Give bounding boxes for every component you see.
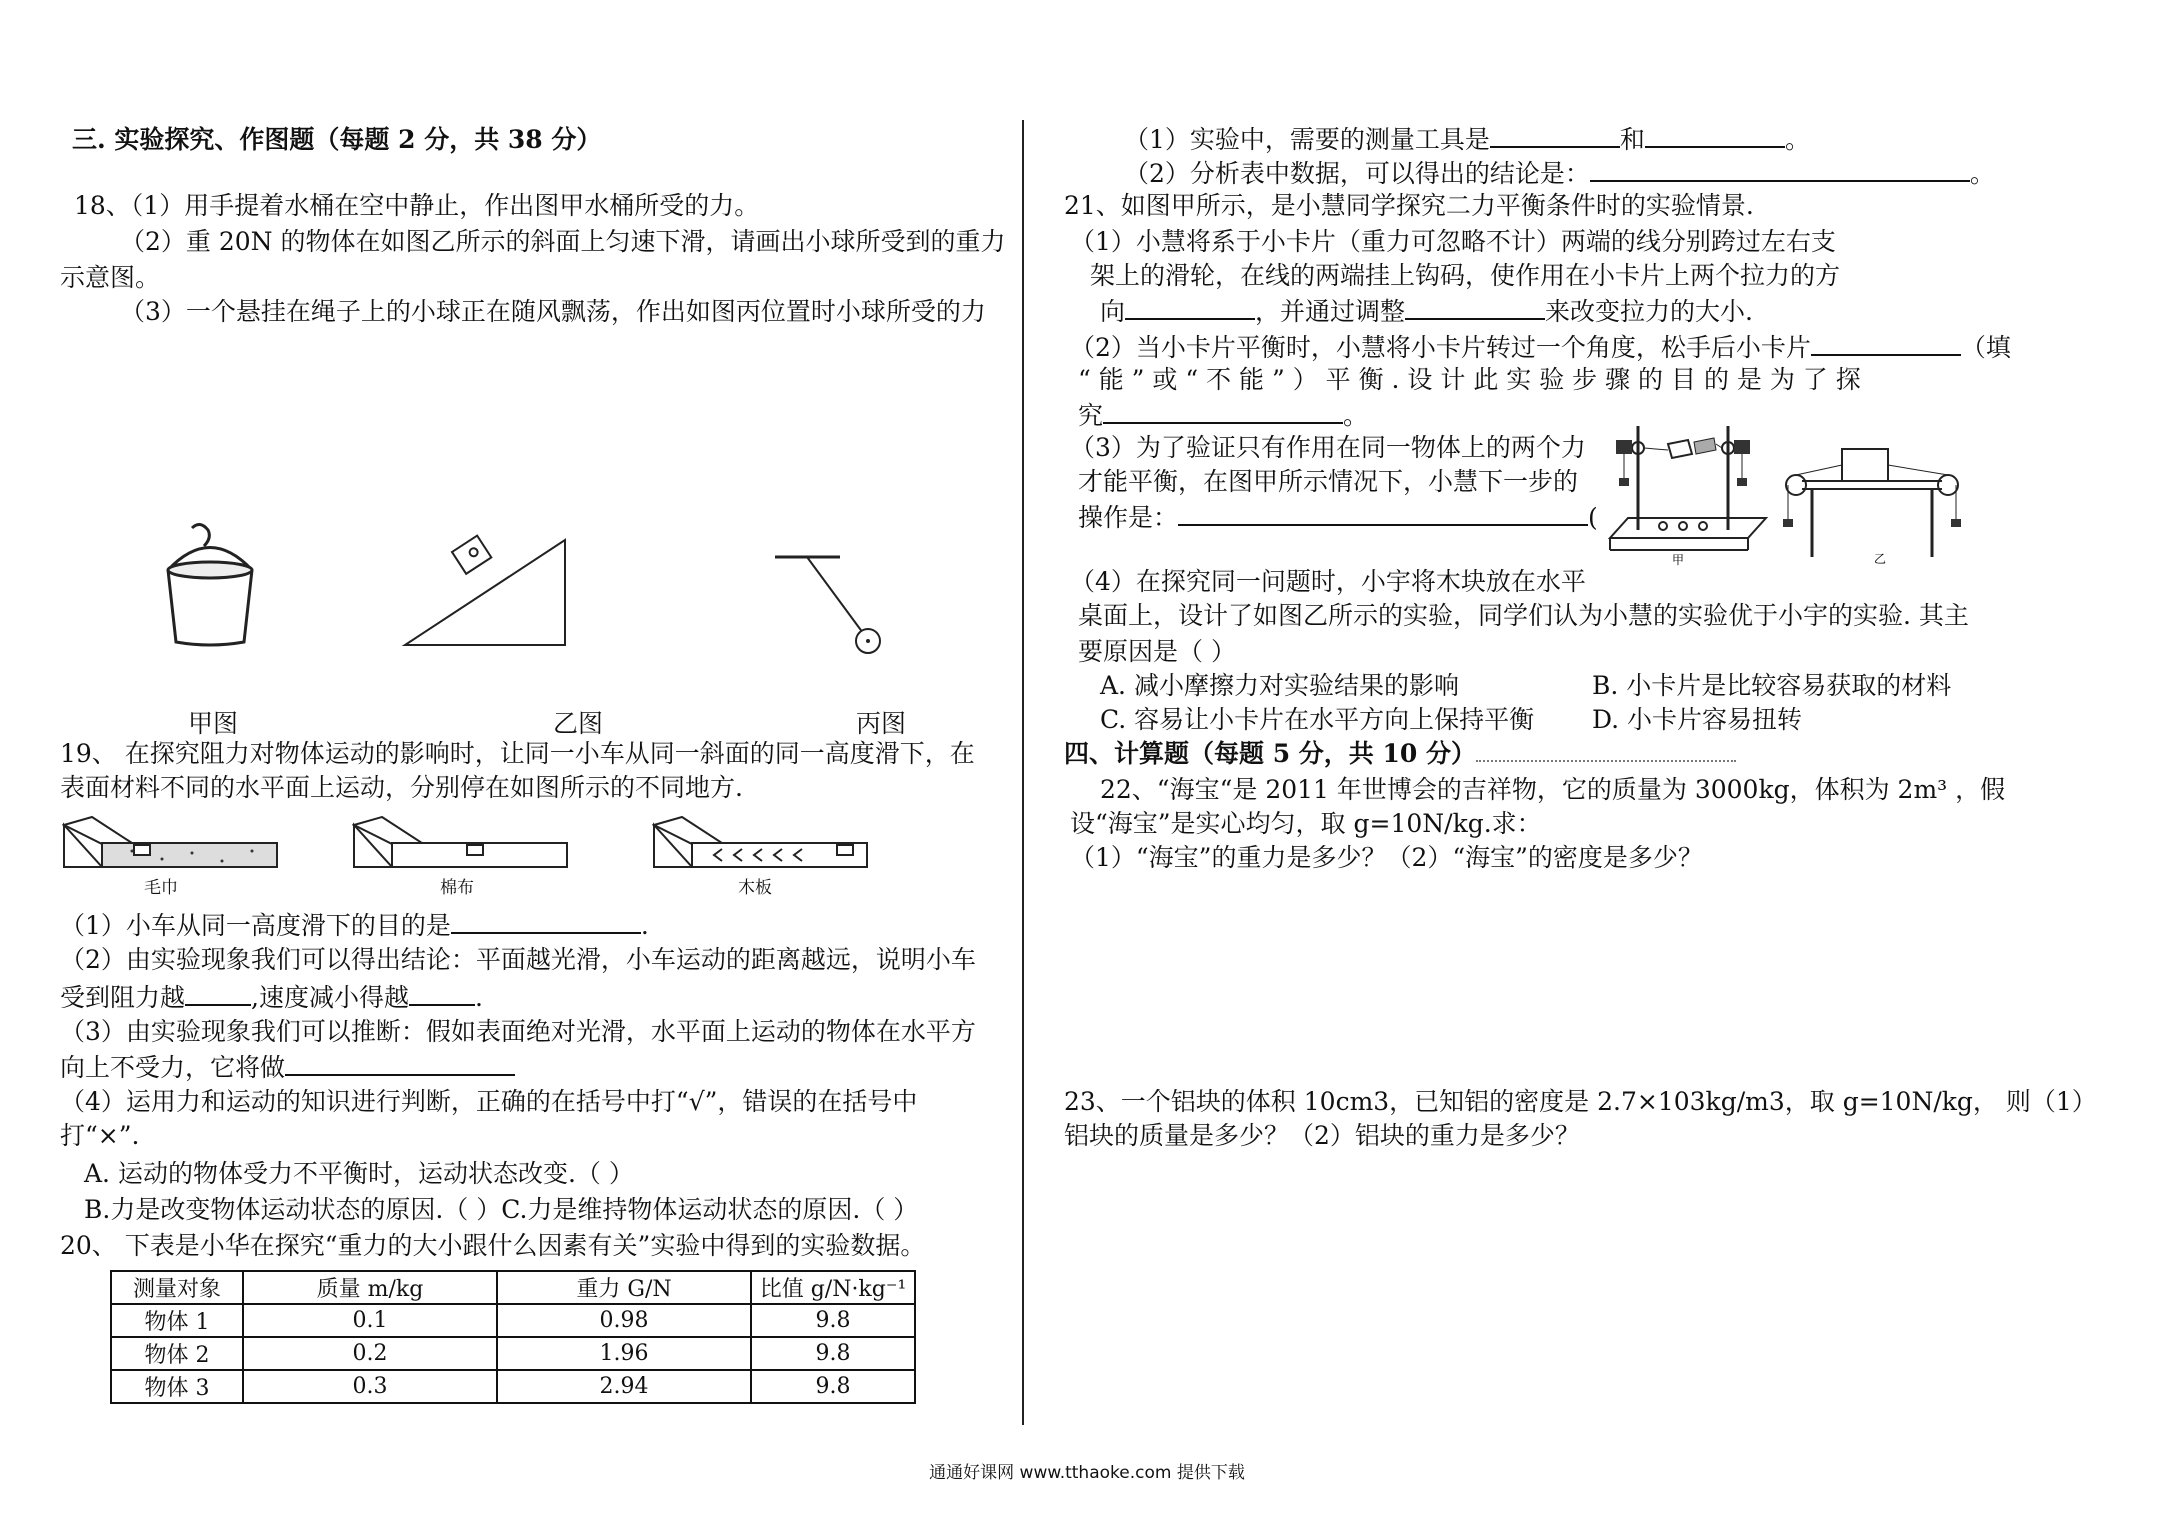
blank-tool-1[interactable] xyxy=(1490,122,1620,148)
table-cell: 0.1 xyxy=(243,1304,497,1337)
table-cell: 0.3 xyxy=(243,1370,497,1403)
label-towel: 毛巾 xyxy=(144,878,178,898)
q21-part4a: （4）在探究同一问题时，小宇将木块放在水平 xyxy=(1070,567,1586,596)
q21-part2a: （2）当小卡片平衡时，小慧将小卡片转过一个角度，松手后小卡片 （填 xyxy=(1070,330,2011,364)
table-row xyxy=(111,1337,915,1370)
table-cell: 9.8 xyxy=(751,1304,915,1337)
q21-part3a: （3）为了验证只有作用在同一物体上的两个力 xyxy=(1070,433,1586,462)
caption-fig-a: 甲图 xyxy=(188,709,239,738)
table-cell: 1.96 xyxy=(497,1337,751,1370)
q19-part2b: 受到阻力越 ,速度减小得越 . xyxy=(60,980,483,1014)
q21-part3c: 操作是： ( xyxy=(1078,500,1598,534)
q23-line1: 23、一个铝块的体积 10cm3，已知铝的密度是 2.7×103kg/m3，取 g=10N/kg， 则（1） xyxy=(1064,1087,2097,1116)
ramp-towel-figure xyxy=(62,815,282,875)
table-header: 比值 g/N·kg⁻¹ xyxy=(751,1271,915,1304)
q19-part4b: 打“×”. xyxy=(60,1121,140,1150)
q18-line4: （3）一个悬挂在绳子上的小球正在随风飘荡，作出如图丙位置时小球所受的力 xyxy=(120,297,986,326)
ramp-wood-figure xyxy=(652,815,872,875)
label-cotton: 棉布 xyxy=(440,878,474,898)
blank-balance[interactable] xyxy=(1811,330,1961,356)
table-row xyxy=(111,1370,915,1403)
q19-part2a: （2）由实验现象我们可以得出结论：平面越光滑，小车运动的距离越远，说明小车 xyxy=(60,945,976,974)
q19-line1: 19、 在探究阻力对物体运动的影响时，让同一小车从同一斜面的同一高度滑下，在 xyxy=(60,739,975,768)
table-cell: 9.8 xyxy=(751,1337,915,1370)
table-cell: 9.8 xyxy=(751,1370,915,1403)
q18-line1: 18、（1）用手提着水桶在空中静止，作出图甲水桶所受的力。 xyxy=(74,191,760,220)
table-header: 重力 G/N xyxy=(497,1271,751,1304)
q21-part4c: 要原因是（ ） xyxy=(1078,637,1236,666)
q21-option-a: A. 减小摩擦力对实验结果的影响 xyxy=(1100,671,1459,700)
q21-part2c: “ 能 ” 或 “ 不 能 ” ） 平 衡 . 设 计 此 实 验 步 骤 的 目 的 是 为 了 探 xyxy=(1078,365,1861,394)
q18-line2: （2）重 20N 的物体在如图乙所示的斜面上匀速下滑，请画出小球所受到的重力 xyxy=(120,227,1006,256)
fig-b-label: 乙 xyxy=(1874,552,1887,565)
card-pulley-figure xyxy=(1608,418,1768,568)
table-cell: 物体 2 xyxy=(111,1337,243,1370)
table-cell: 0.2 xyxy=(243,1337,497,1370)
blank-conclusion[interactable] xyxy=(1590,156,1970,182)
table-cell: 2.94 xyxy=(497,1370,751,1403)
q19-line2: 表面材料不同的水平面上运动，分别停在如图所示的不同地方. xyxy=(60,773,743,802)
blank-tool-2[interactable] xyxy=(1645,122,1785,148)
pendulum-figure xyxy=(770,545,890,655)
blank-purpose[interactable] xyxy=(1103,398,1343,424)
table-header: 质量 m/kg xyxy=(243,1271,497,1304)
q20-line1: 20、 下表是小华在探究“重力的大小跟什么因素有关”实验中得到的实验数据。 xyxy=(60,1231,926,1260)
q23-line2: 铝块的质量是多少？（2）铝块的重力是多少？ xyxy=(1064,1121,1580,1150)
q21-option-c: C. 容易让小卡片在水平方向上保持平衡 xyxy=(1100,705,1535,734)
q21-option-b: B. 小卡片是比较容易获取的材料 xyxy=(1592,671,1952,700)
blank-1[interactable] xyxy=(451,908,641,934)
table-header: 测量对象 xyxy=(111,1271,243,1304)
q19-part4a: （4）运用力和运动的知识进行判断，正确的在括号中打“√”，错误的在括号中 xyxy=(60,1087,918,1116)
q19-part1: （1）小车从同一高度滑下的目的是 . xyxy=(60,908,649,942)
q20-part2: （2）分析表中数据，可以得出的结论是： 。 xyxy=(1124,156,1995,190)
q21-part1b: 架上的滑轮，在线的两端挂上钩码，使作用在小卡片上两个拉力的方 xyxy=(1090,261,1841,290)
blank-adjust[interactable] xyxy=(1405,294,1545,320)
label-wood: 木板 xyxy=(738,878,772,898)
q21-line1: 21、如图甲所示，是小慧同学探究二力平衡条件时的实验情景. xyxy=(1064,191,1754,220)
section3-title: 三. 实验探究、作图题（每题 2 分，共 38 分） xyxy=(72,125,602,154)
q21-part1a: （1）小慧将系于小卡片（重力可忽略不计）两端的线分别跨过左右支 xyxy=(1070,227,1836,256)
table-row xyxy=(111,1304,915,1337)
q21-part1c: 向 ，并通过调整 来改变拉力的大小. xyxy=(1100,294,1753,328)
incline-figure xyxy=(400,530,570,650)
blank-direction[interactable] xyxy=(1125,294,1255,320)
blank-operation[interactable] xyxy=(1178,500,1588,526)
table-cell: 物体 3 xyxy=(111,1370,243,1403)
ramp-cotton-figure xyxy=(352,815,572,875)
column-divider xyxy=(1022,120,1024,1425)
table-cell: 0.98 xyxy=(497,1304,751,1337)
q21-part3b: 才能平衡，在图甲所示情况下，小慧下一步的 xyxy=(1078,467,1579,496)
q21-part2d: 究 。 xyxy=(1078,398,1368,432)
q19-part3a: （3）由实验现象我们可以推断：假如表面绝对光滑，水平面上运动的物体在水平方 xyxy=(60,1017,976,1046)
block-table-figure xyxy=(1782,445,1962,565)
table-header-row xyxy=(111,1271,915,1304)
blank-4[interactable] xyxy=(285,1050,515,1076)
fig-a-label: 甲 xyxy=(1672,553,1685,567)
caption-fig-c: 丙图 xyxy=(856,709,907,738)
caption-fig-b: 乙图 xyxy=(553,709,604,738)
q22-line3: （1）“海宝”的重力是多少？（2）“海宝”的密度是多少？ xyxy=(1070,843,1703,872)
blank-3[interactable] xyxy=(409,980,475,1006)
q21-part4b: 桌面上，设计了如图乙所示的实验，同学们认为小慧的实验优于小宇的实验. 其主 xyxy=(1078,601,1969,630)
blank-2[interactable] xyxy=(185,980,251,1006)
data-table xyxy=(110,1270,916,1404)
bucket-figure xyxy=(160,520,260,650)
q22-line1: 22、“海宝“是 2011 年世博会的吉祥物，它的质量为 3000kg，体积为 2m³ ，假 xyxy=(1100,775,2006,804)
q20-part1: （1）实验中，需要的测量工具是 和 。 xyxy=(1124,122,1810,156)
q18-line3: 示意图。 xyxy=(60,263,161,292)
q19-part3b: 向上不受力，它将做 xyxy=(60,1050,515,1084)
q19-option-a: A. 运动的物体受力不平衡时，运动状态改变.（ ） xyxy=(84,1159,634,1188)
q21-option-d: D. 小卡片容易扭转 xyxy=(1592,705,1803,734)
table-cell: 物体 1 xyxy=(111,1304,243,1337)
section4-title: 四、计算题（每题 5 分，共 10 分） xyxy=(1064,738,1736,770)
q19-option-bc: B.力是改变物体运动状态的原因.（ ）C.力是维持物体运动状态的原因.（ ） xyxy=(84,1195,919,1224)
footer-credit: 通通好课网 www.tthaoke.com 提供下载 xyxy=(929,1463,1245,1483)
q22-line2: 设“海宝”是实心均匀，取 g=10N/kg.求： xyxy=(1070,809,1542,838)
